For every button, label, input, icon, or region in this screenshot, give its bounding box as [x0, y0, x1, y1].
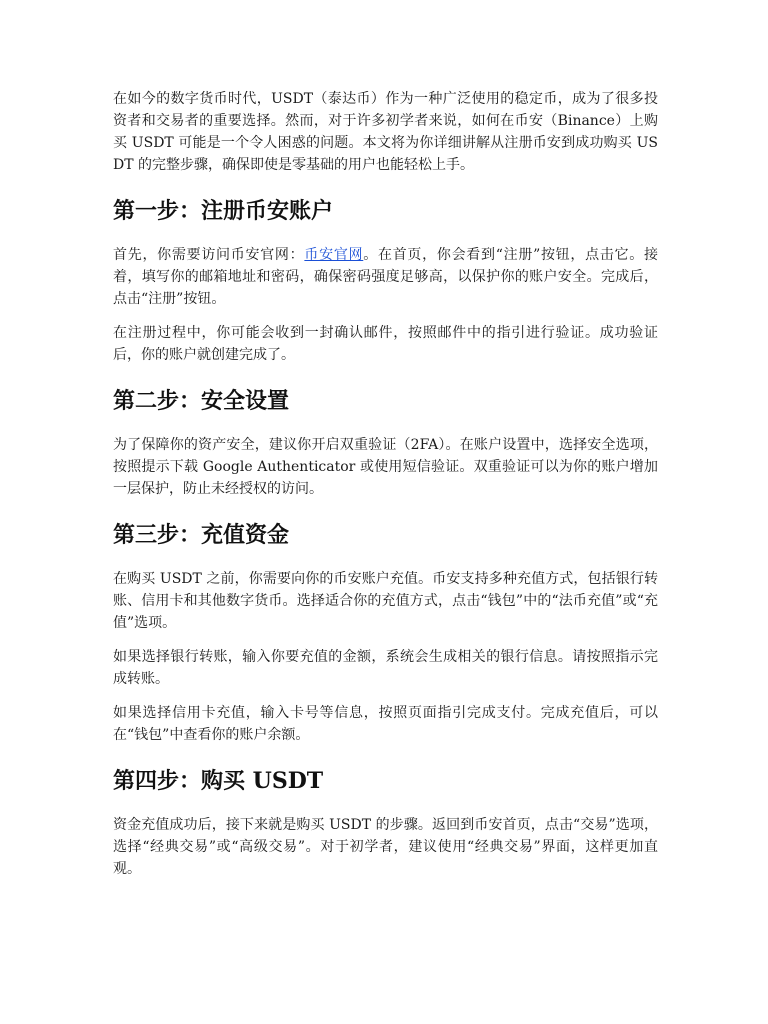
step1-paragraph-1 — [113, 244, 658, 310]
step1-p1-before: 首先，你需要访问币安官网： — [113, 247, 305, 263]
step1-paragraph-2: 在注册过程中，你可能会收到一封确认邮件，按照邮件中的指引进行验证。成功验证后，你的账户就创建完成了。 — [113, 325, 658, 363]
step3-paragraph-2: 如果选择银行转账，输入你要充值的金额，系统会生成相关的银行信息。请按照指示完成转账。 — [113, 649, 658, 687]
step4-paragraph-1: 资金充值成功后，接下来就是购买 USDT 的步骤。返回到币安首页，点击“交易”选项，选择“经典交易”或“高级交易”。对于初学者，建议使用“经典交易”界面，这样更加直观。 — [113, 817, 658, 877]
step1-heading: 第一步：注册币安账户 — [113, 198, 334, 224]
step3-paragraph-1: 在购买 USDT 之前，你需要向你的币安账户充值。币安支持多种充值方式，包括银行转账、信用卡和其他数字货币。选择适合你的充值方式，点击“钱包”中的“法币充值”或“充值”选项。 — [113, 571, 658, 631]
step4-heading: 第四步：购买 USDT — [113, 768, 324, 794]
step2-heading: 第二步：安全设置 — [113, 388, 290, 414]
step3-paragraph-3: 如果选择信用卡充值，输入卡号等信息，按照页面指引完成支付。完成充值后，可以在“钱包”中查看你的账户余额。 — [113, 705, 658, 743]
binance-official-link[interactable]: 币安官网 — [304, 247, 364, 263]
step2-paragraph-1: 为了保障你的资产安全，建议你开启双重验证（2FA）。在账户设置中，选择安全选项，按照提示下载 Google Authenticator 或使用短信验证。双重验证可以为你的账户增加一层保护，防止未经授权的访问。 — [113, 437, 658, 497]
step1-p1-after: 。在首页，你会看到“注册”按钮，点击它。接着，填写你的邮箱地址和密码，确保密码强度足够高，以保护你的账户安全。完成后，点击“注册”按钮。 — [113, 247, 658, 307]
intro-paragraph: 在如今的数字货币时代，USDT（泰达币）作为一种广泛使用的稳定币，成为了很多投资者和交易者的重要选择。然而，对于许多初学者来说，如何在币安（Binance）上购买 USDT 可能是一个令人困惑的问题。本文将为你详细讲解从注册币安到成功购买 USDT 的完整步骤，确保即使是零基础的用户也能轻松上手。 — [113, 91, 658, 173]
step3-heading: 第三步：充值资金 — [113, 522, 290, 548]
article — [113, 88, 658, 892]
